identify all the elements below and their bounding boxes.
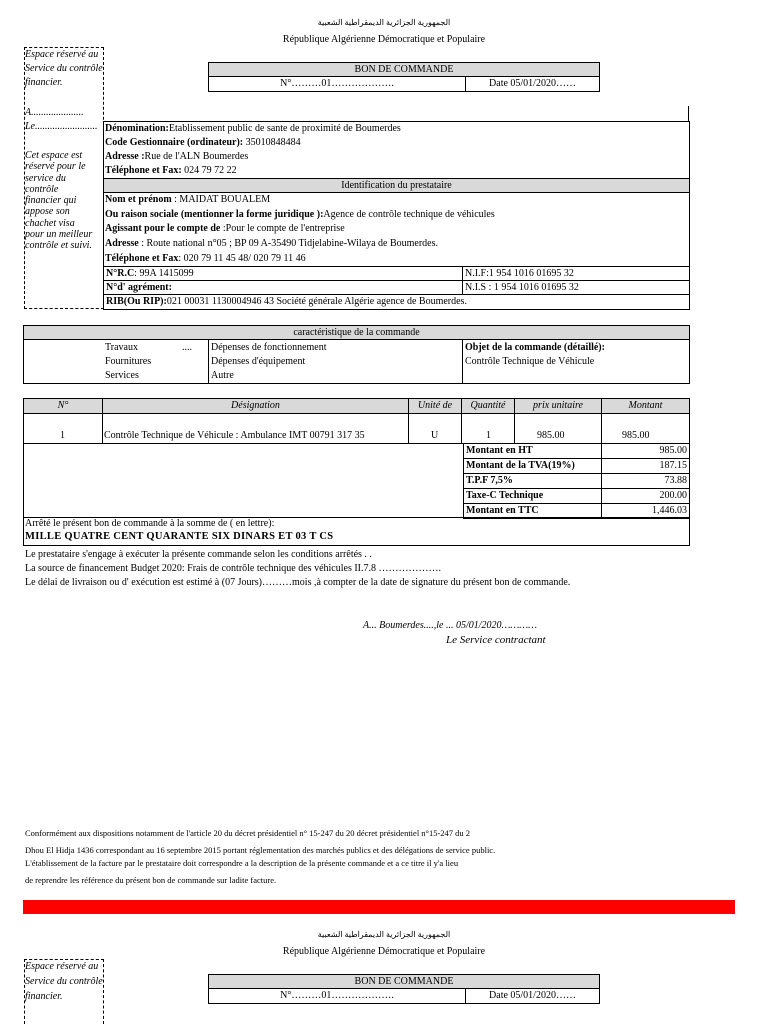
client-denomination: Dénomination:Etablissement public de sante de proximité de Boumerdes	[105, 123, 401, 134]
col-header-qty: Quantité	[461, 398, 515, 414]
signature-service: Le Service contractant	[446, 634, 546, 646]
reserved-line-1: Espace réservé au	[25, 49, 99, 60]
order-number: N°………01……………….	[280, 78, 394, 89]
total-ttc-label: Montant en TTC	[463, 503, 602, 519]
total-taxe-value: 200.00	[601, 488, 690, 504]
title-bar-copy: BON DE COMMANDE	[208, 974, 600, 989]
col-header-amount: Montant	[601, 398, 690, 414]
char-autre: Autre	[211, 370, 234, 381]
row-amount: 985.00	[622, 430, 650, 441]
char-objet-label: Objet de la commande (détaillé):	[465, 342, 605, 353]
provider-rib: RIB(Ou RIP):021 00031 1130004946 43 Société générale Algérie agence de Boumerdes.	[103, 294, 690, 310]
order-number-cell-copy: N°………01……………….	[208, 988, 466, 1004]
char-travaux: Travaux	[105, 342, 138, 353]
condition-3: Le délai de livraison ou d' exécution est estimé à (07 Jours)………mois ,à compter de la date de signature du présent bon de commande.	[25, 577, 571, 588]
red-separator	[23, 900, 735, 914]
char-services: Services	[105, 370, 139, 381]
col-header-unit: Unité de	[408, 398, 462, 414]
legal-line-4: de reprendre les référence du présent bon de commande sur ladite facture.	[25, 875, 277, 885]
order-date-cell	[465, 76, 600, 92]
col-header-unit-price: prix unitaire	[514, 398, 602, 414]
provider-phone: Téléphone et Fax: 020 79 11 45 48/ 020 79 11 46	[105, 253, 306, 264]
row-unit: U	[431, 430, 439, 441]
total-ht-label: Montant en HT	[463, 443, 602, 459]
reserved-line-1-copy: Espace réservé au	[25, 961, 99, 972]
row-num: 1	[60, 430, 65, 441]
legal-line-1: Conformément aux dispositions notamment de l'article 20 du décret présidentiel n° 15-247 du 20 décret présidentiel n°15-247 du 2	[25, 828, 471, 838]
reserved-note: Cet espace est réservé pour le service du contrôle financier qui appose son chachet visa pour un meilleur contrôle et suivi.	[25, 150, 93, 252]
reserved-line-2: Service du contrôle	[25, 63, 103, 74]
col-header-designation: Désignation	[102, 398, 409, 414]
reserved-le: Le.........................	[25, 121, 98, 132]
condition-1: Le prestataire s'engage à exécuter la présente commande selon les conditions arrêtés . .	[25, 549, 372, 560]
provider-address: Adresse : Route national n°05 ; BP 09 A-35490 Tidjelabine-Wilaya de Boumerdes.	[105, 238, 439, 249]
reserved-line-3-copy: financier.	[25, 991, 63, 1002]
order-number-cell	[208, 76, 466, 92]
total-tva-value: 187.15	[601, 458, 690, 474]
republic-header-copy: République Algérienne Démocratique et Populaire	[282, 946, 486, 957]
document-title: BON DE COMMANDE	[354, 64, 454, 75]
row-unit-price: 985.00	[537, 430, 565, 441]
condition-2: La source de financement Budget 2020: Frais de contrôle technique des véhicules II.7.8 ……………….	[25, 563, 441, 574]
characteristics-title: caractéristique de la commande	[23, 325, 690, 340]
row-qty: 1	[486, 430, 491, 441]
amount-words-value: MILLE QUATRE CENT QUARANTE SIX DINARS ET 03 T CS	[25, 531, 334, 542]
total-tpf-label: T.P.F 7,5%	[463, 473, 602, 489]
provider-legal-name: Ou raison sociale (mentionner la forme juridique ):Agence de contrôle technique de véhicules	[105, 209, 495, 220]
provider-agrement: N°d' agrément:	[103, 280, 463, 295]
reserved-line-3: financier.	[25, 77, 63, 88]
client-phone: Téléphone et Fax: 024 79 72 22	[105, 165, 237, 176]
order-date: Date 05/01/2020……	[489, 78, 576, 89]
provider-nif: N.I.F:1 954 1016 01695 32	[462, 266, 690, 281]
order-date-cell-copy: Date 05/01/2020……	[465, 988, 600, 1004]
total-tpf-value: 73.88	[601, 473, 690, 489]
signature-place-date: A... Boumerdes....,le ... 05/01/2020…………	[363, 620, 538, 631]
title-bar	[208, 62, 600, 77]
col-header-num: N°	[23, 398, 103, 414]
char-dep-equip: Dépenses d'équipement	[211, 356, 306, 367]
legal-line-3: L'établissement de la facture par le prestataire doit correspondre a la description de la présente commande et a ce titre il y'a lieu	[25, 858, 459, 868]
total-ttc-value: 1,446.03	[601, 503, 690, 519]
char-objet-value: Contrôle Technique de Véhicule	[465, 356, 595, 367]
total-taxe-label: Taxe-C Technique	[463, 488, 602, 504]
provider-acting-for: Agissant pour le compte de :Pour le compte de l'entreprise	[105, 223, 345, 234]
total-tva-label: Montant de la TVA(19%)	[463, 458, 602, 474]
client-address: Adresse :Rue de l'ALN Boumerdes	[105, 151, 249, 162]
amount-words-intro: Arrêté le présent bon de commande à la somme de ( en lettre):	[25, 518, 275, 529]
provider-name: Nom et prénom : MAIDAT BOUALEM	[105, 194, 271, 205]
char-dots: ....	[182, 342, 192, 353]
char-fournitures: Fournitures	[105, 356, 152, 367]
reserved-line-2-copy: Service du contrôle	[25, 976, 103, 987]
republic-header: République Algérienne Démocratique et Populaire	[282, 34, 486, 45]
provider-nis: N.I.S : 1 954 1016 01695 32	[462, 280, 690, 295]
totals-spacer	[23, 443, 464, 518]
row-designation: Contrôle Technique de Véhicule : Ambulance IMT 00791 317 35	[104, 430, 365, 441]
total-ht-value: 985.00	[601, 443, 690, 459]
client-code: Code Gestionnaire (ordinateur): 35010848484	[105, 137, 301, 148]
provider-section-title: Identification du prestataire	[103, 178, 690, 193]
provider-rc: N°R.C: 99A 1415099	[103, 266, 463, 281]
legal-line-2: Dhou El Hidja 1436 correspondant au 16 septembre 2015 portant réglementation des marchés publics et des délégations de service public.	[25, 845, 496, 855]
reserved-a: A.....................	[25, 107, 84, 118]
arabic-header: الجمهورية الجزائرية الديمقراطية الشعبية	[317, 18, 451, 27]
char-dep-fonct: Dépenses de fonctionnement	[211, 342, 327, 353]
arabic-header-copy: الجمهورية الجزائرية الديمقراطية الشعبية	[317, 930, 451, 939]
